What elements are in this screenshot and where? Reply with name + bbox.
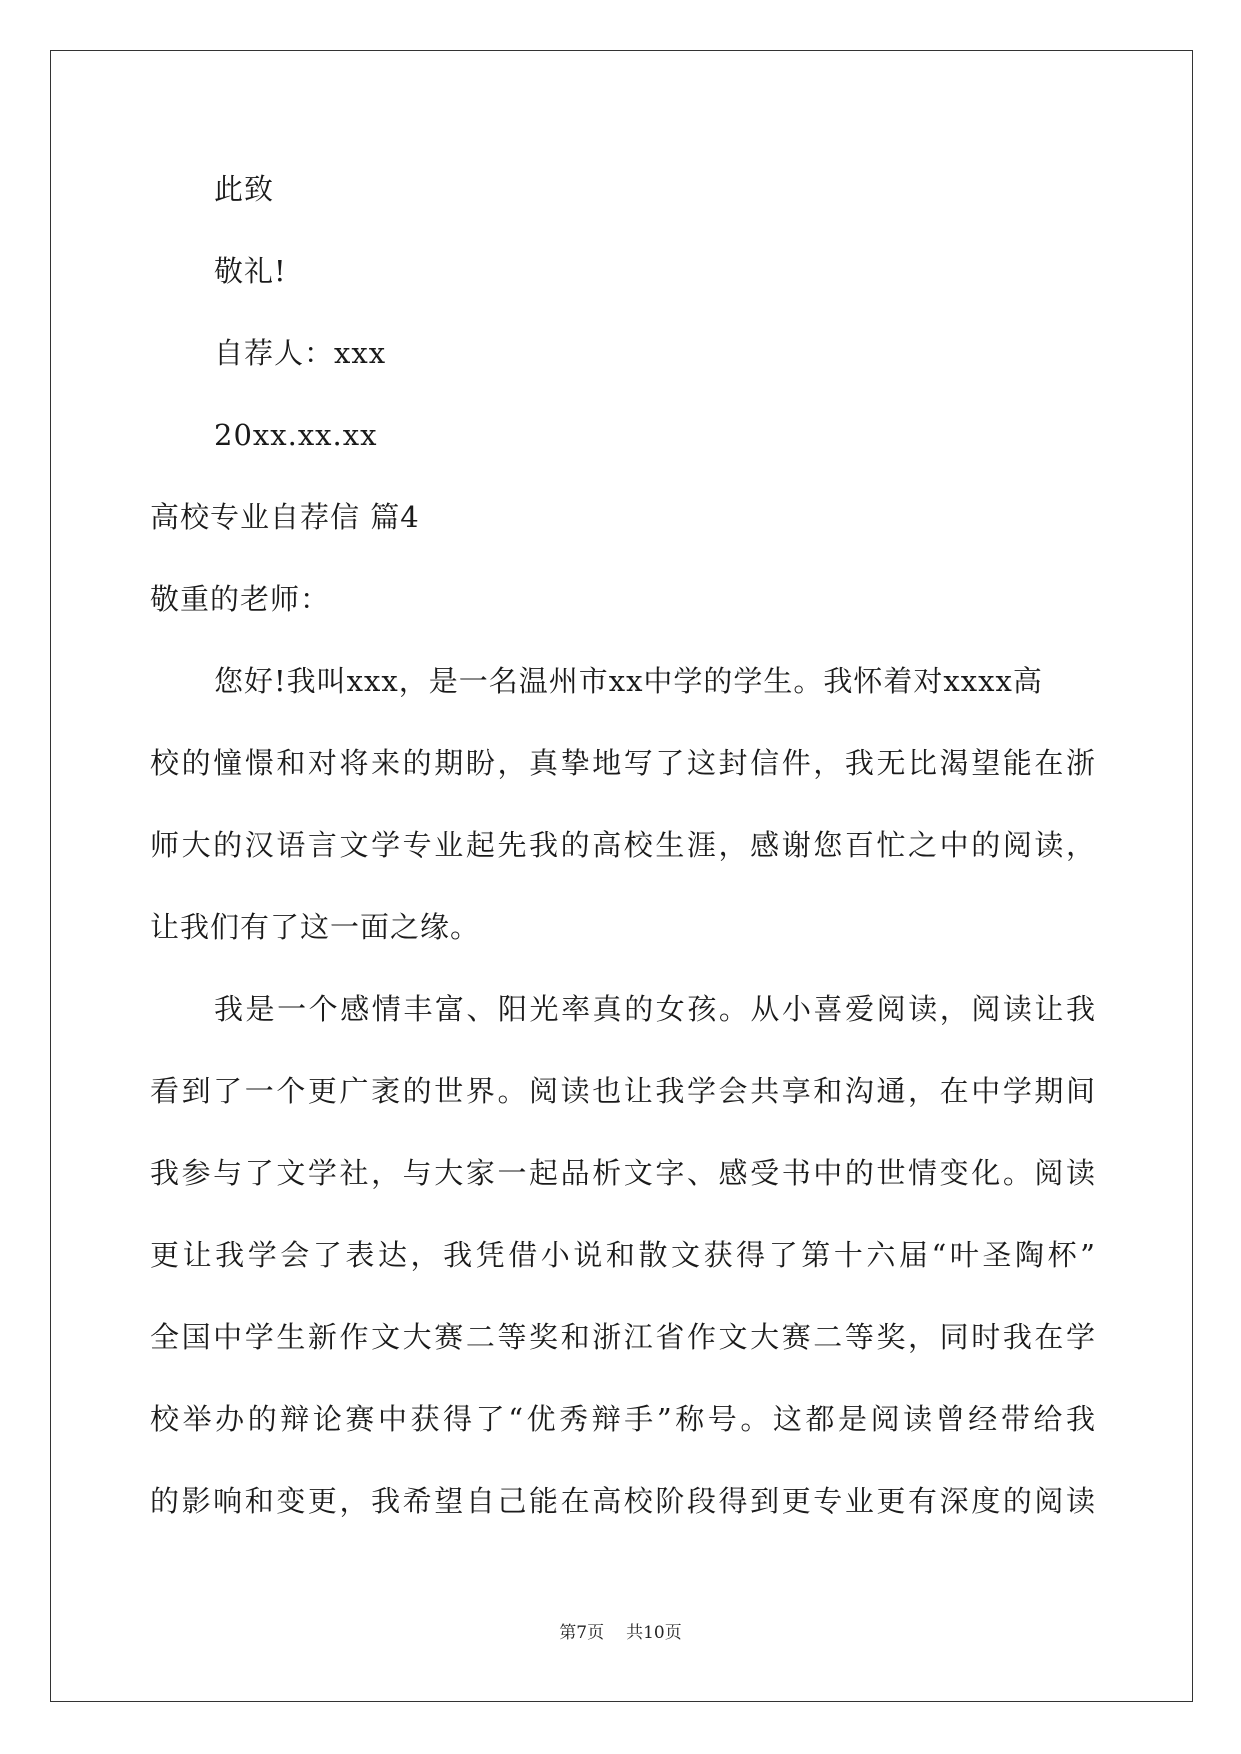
paragraph-line: 让我们有了这一面之缘。	[150, 910, 481, 944]
salutation-line-2: 敬礼!	[214, 254, 287, 288]
paragraph-line: 师大的汉语言文学专业起先我的高校生涯，感谢您百忙之中的阅读，	[150, 828, 1096, 862]
paragraph-line: 更让我学会了表达，我凭借小说和散文获得了第十六届“叶圣陶杯”	[150, 1238, 1096, 1272]
date-line: 20xx.xx.xx	[214, 418, 378, 452]
paragraph-line: 校举办的辩论赛中获得了“优秀辩手”称号。这都是阅读曾经带给我	[150, 1402, 1096, 1436]
salutation-line-1: 此致	[214, 172, 275, 206]
page-border	[50, 50, 1193, 1702]
paragraph-line: 全国中学生新作文大赛二等奖和浙江省作文大赛二等奖，同时我在学	[150, 1320, 1096, 1354]
page-number-current: 第7页	[559, 1623, 605, 1643]
paragraph-line: 的影响和变更，我希望自己能在高校阶段得到更专业更有深度的阅读	[150, 1484, 1096, 1518]
greeting-line: 敬重的老师：	[150, 582, 331, 616]
paragraph-line: 我是一个感情丰富、阳光率真的女孩。从小喜爱阅读，阅读让我	[214, 992, 1096, 1026]
page-number-total: 共10页	[626, 1623, 682, 1643]
paragraph-line: 我参与了文学社，与大家一起品析文字、感受书中的世情变化。阅读	[150, 1156, 1096, 1190]
signer-line: 自荐人：xxx	[214, 336, 387, 370]
paragraph-line: 看到了一个更广袤的世界。阅读也让我学会共享和沟通，在中学期间	[150, 1074, 1096, 1108]
paragraph-line: 您好!我叫xxx，是一名温州市xx中学的学生。我怀着对xxxx高	[214, 664, 1043, 698]
paragraph-line: 校的憧憬和对将来的期盼，真挚地写了这封信件，我无比渴望能在浙	[150, 746, 1096, 780]
section-title: 高校专业自荐信 篇4	[150, 500, 420, 534]
page-footer	[0, 1622, 1241, 1644]
